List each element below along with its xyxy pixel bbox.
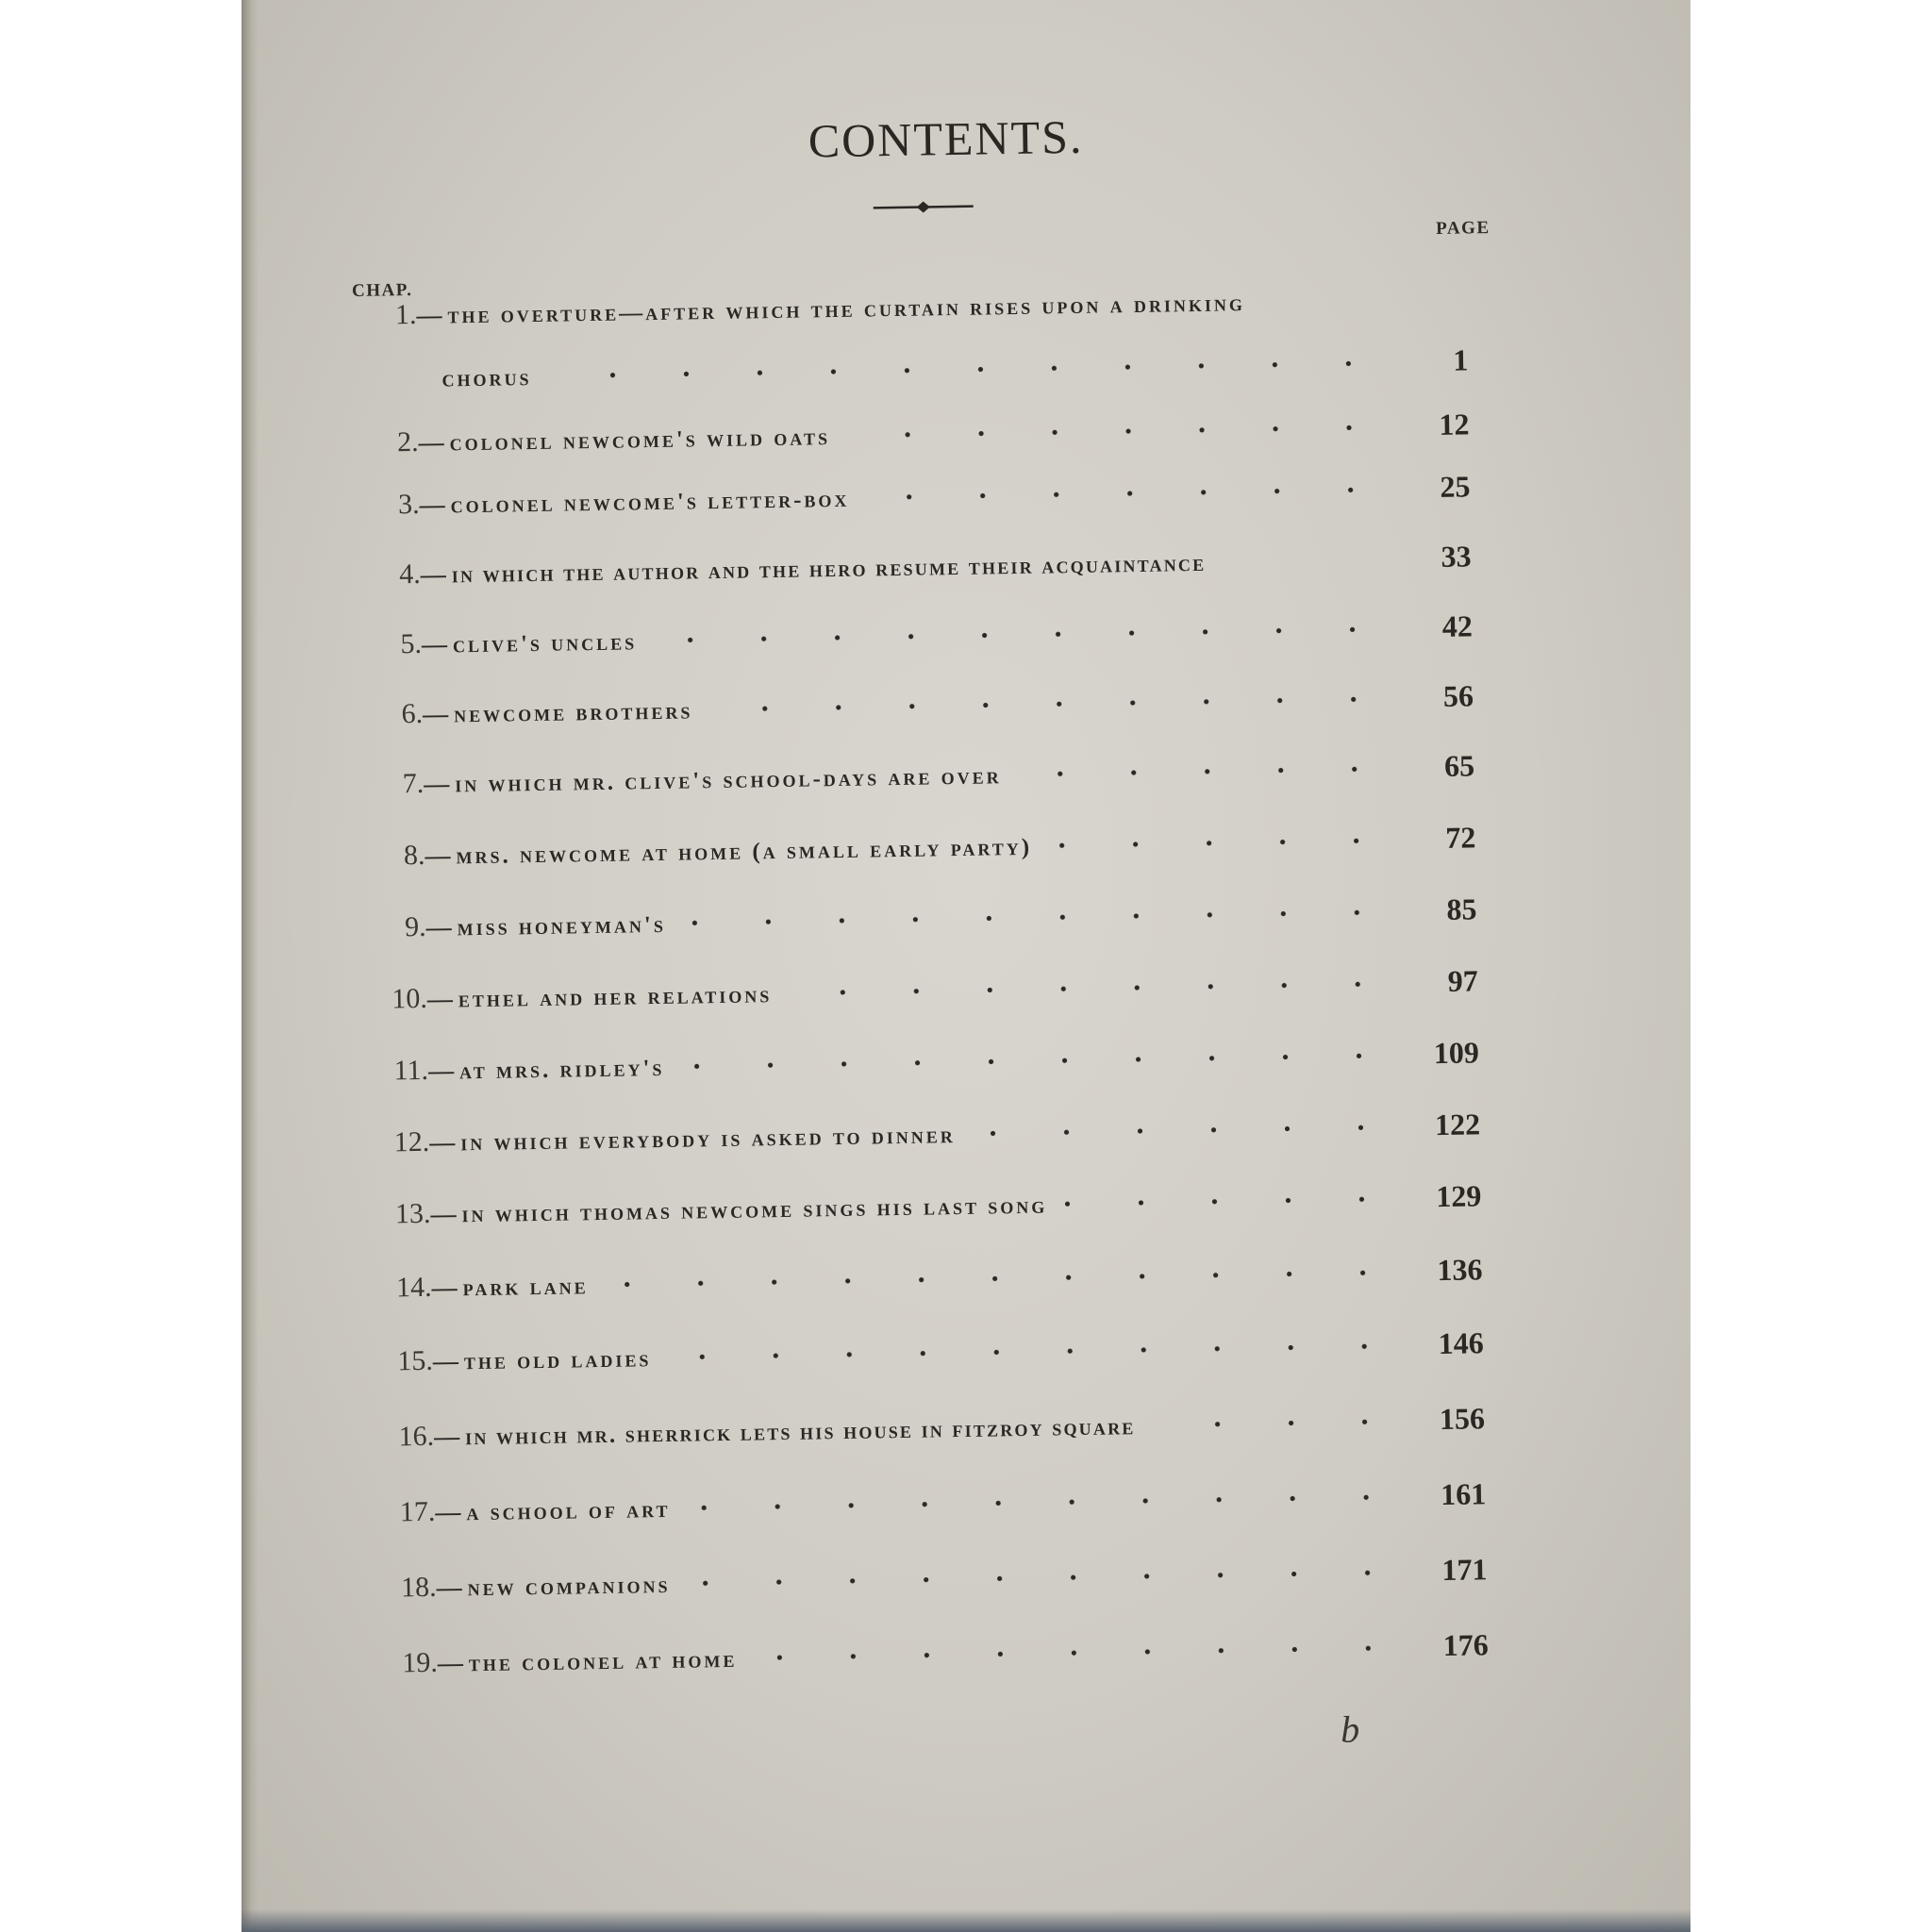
chapter-title: new companions xyxy=(467,1572,671,1602)
em-dash: — xyxy=(426,984,454,1013)
toc-entry-17 xyxy=(373,1476,1486,1532)
em-dash: — xyxy=(432,1346,459,1375)
chapter-title: in which the author and the hero resume their acquaintance xyxy=(451,550,1207,589)
toc-entry-10 xyxy=(365,963,1478,1019)
chapter-title: colonel newcome's letter-box xyxy=(450,486,850,519)
chapter-number: 2. xyxy=(396,425,419,458)
em-dash: — xyxy=(418,427,444,457)
toc-entry-1 xyxy=(351,280,1467,338)
toc-entry-5 xyxy=(359,608,1473,664)
toc-entry-8 xyxy=(362,820,1475,875)
chapter-title: newcome brothers xyxy=(453,698,693,728)
book-bottom-edge xyxy=(242,1909,1690,1932)
page-title: CONTENTS. xyxy=(808,109,1084,168)
chapter-title: miss honeyman's xyxy=(457,911,667,941)
page-number: 97 xyxy=(1447,963,1478,998)
em-dash: — xyxy=(431,1273,458,1302)
chapter-title: in which mr. clive's school-days are over xyxy=(455,763,1002,798)
chapter-number: 11. xyxy=(393,1054,429,1087)
dot-leader xyxy=(969,1124,1397,1138)
page-number: 12 xyxy=(1439,407,1470,441)
page-number: 109 xyxy=(1433,1035,1480,1071)
toc-entry-19 xyxy=(375,1627,1489,1683)
toc-entry-16 xyxy=(372,1401,1485,1457)
chapter-title: mrs. newcome at home (a small early party) xyxy=(456,834,1033,870)
toc-entry-2 xyxy=(356,407,1469,462)
chapter-number: 15. xyxy=(397,1344,434,1377)
chapter-number: 16. xyxy=(398,1420,435,1453)
toc-entry-1-continued xyxy=(441,342,1468,396)
chapter-title: clive's uncles xyxy=(452,629,638,658)
em-dash: — xyxy=(435,1497,461,1526)
chapter-number: 6. xyxy=(401,697,424,730)
page-number: 129 xyxy=(1435,1178,1482,1214)
dot-leader xyxy=(601,1269,1399,1289)
chapter-number: 5. xyxy=(400,627,423,660)
chapter-number: 19. xyxy=(402,1646,439,1679)
ornament-rule-icon xyxy=(872,200,975,215)
chapter-number: 9. xyxy=(404,910,426,943)
chapter-title: the overture—after which the curtain rises upon a drinking xyxy=(447,291,1246,329)
chapter-number: 18. xyxy=(400,1571,437,1604)
toc-entry-18 xyxy=(374,1552,1487,1607)
page-number: 56 xyxy=(1442,678,1474,713)
dot-leader xyxy=(683,1569,1404,1588)
chapter-number: 13. xyxy=(394,1197,431,1230)
page-number: 146 xyxy=(1438,1325,1485,1361)
chapter-title: a school of art xyxy=(466,1496,671,1526)
page-number: 136 xyxy=(1437,1252,1483,1288)
em-dash: — xyxy=(422,699,449,728)
chapter-title: ethel and her relations xyxy=(458,982,773,1013)
page-number: 42 xyxy=(1441,608,1474,643)
toc-entry-3 xyxy=(357,469,1470,525)
em-dash: — xyxy=(433,1422,460,1451)
page-number: 33 xyxy=(1441,539,1472,574)
dot-leader xyxy=(1148,1418,1402,1429)
dot-leader xyxy=(679,908,1394,927)
em-dash: — xyxy=(425,841,451,870)
chapter-column-label: CHAP. xyxy=(351,280,413,302)
chapter-title-continued: chorus xyxy=(441,365,532,392)
signature-mark: b xyxy=(1340,1707,1360,1751)
chapter-number: 7. xyxy=(402,767,425,800)
chapter-title: the colonel at home xyxy=(468,1646,738,1677)
chapter-number: 4. xyxy=(399,558,422,591)
dot-leader xyxy=(1015,765,1392,778)
toc-entry-12 xyxy=(367,1107,1480,1162)
toc-entry-7 xyxy=(361,748,1474,804)
chapter-title: the old ladies xyxy=(463,1346,652,1375)
dot-leader xyxy=(1060,1195,1398,1208)
dot-leader xyxy=(1219,556,1388,566)
chapter-number: 12. xyxy=(393,1125,430,1158)
chapter-title: colonel newcome's wild oats xyxy=(449,425,831,457)
dot-leader xyxy=(862,486,1387,502)
page-number: 156 xyxy=(1439,1401,1486,1437)
dot-leader xyxy=(706,695,1391,713)
em-dash: — xyxy=(436,1573,462,1602)
toc-entry-13 xyxy=(368,1178,1481,1234)
dot-leader xyxy=(785,980,1395,997)
chapter-title: at mrs. ridley's xyxy=(458,1055,665,1085)
chapter-number: 17. xyxy=(399,1495,436,1528)
chapter-title: in which everybody is asked to dinner xyxy=(460,1123,957,1157)
dot-leader xyxy=(750,1644,1406,1662)
em-dash: — xyxy=(419,490,445,519)
em-dash: — xyxy=(427,1056,455,1085)
dot-leader xyxy=(544,359,1385,380)
page-number: 161 xyxy=(1440,1476,1487,1512)
chapter-number: 8. xyxy=(403,839,425,872)
dot-leader xyxy=(677,1052,1396,1071)
chapter-title: park lane xyxy=(462,1274,589,1302)
page-number: 176 xyxy=(1442,1627,1490,1663)
page-number: 72 xyxy=(1445,820,1476,855)
em-dash: — xyxy=(416,300,442,329)
page-column-label: PAGE xyxy=(1435,218,1491,239)
chapter-number: 3. xyxy=(397,488,420,521)
toc-entry-14 xyxy=(369,1252,1482,1307)
dot-leader xyxy=(650,625,1390,644)
dot-leader xyxy=(664,1342,1400,1361)
dot-leader xyxy=(1045,837,1392,850)
em-dash: — xyxy=(424,769,450,798)
book-page-photo xyxy=(242,0,1690,1932)
chapter-number: 10. xyxy=(391,982,428,1015)
chapter-number: 14. xyxy=(395,1271,432,1304)
toc-entry-9 xyxy=(363,891,1476,947)
dot-leader xyxy=(683,1493,1403,1512)
chapter-number: 1. xyxy=(394,298,417,331)
page-number: 25 xyxy=(1440,469,1471,504)
em-dash: — xyxy=(425,912,452,941)
page-number: 85 xyxy=(1446,891,1477,926)
chapter-title: in which thomas newcome sings his last song xyxy=(461,1192,1048,1228)
chapter-title: in which mr. sherrick lets his house in fitzroy square xyxy=(464,1414,1136,1451)
page-number: 1 xyxy=(1453,342,1469,377)
toc-entry-6 xyxy=(360,678,1474,734)
em-dash: — xyxy=(420,559,447,589)
dot-leader xyxy=(843,424,1387,440)
page-number: 171 xyxy=(1441,1552,1488,1588)
toc-entry-11 xyxy=(366,1035,1479,1091)
toc-entry-15 xyxy=(371,1325,1484,1381)
toc-entry-4 xyxy=(358,539,1471,594)
contents-page xyxy=(242,0,1690,1932)
em-dash: — xyxy=(437,1648,464,1677)
em-dash: — xyxy=(430,1199,457,1228)
em-dash: — xyxy=(421,629,448,658)
em-dash: — xyxy=(429,1127,456,1157)
page-number: 65 xyxy=(1443,748,1475,783)
page-number: 122 xyxy=(1434,1107,1481,1142)
